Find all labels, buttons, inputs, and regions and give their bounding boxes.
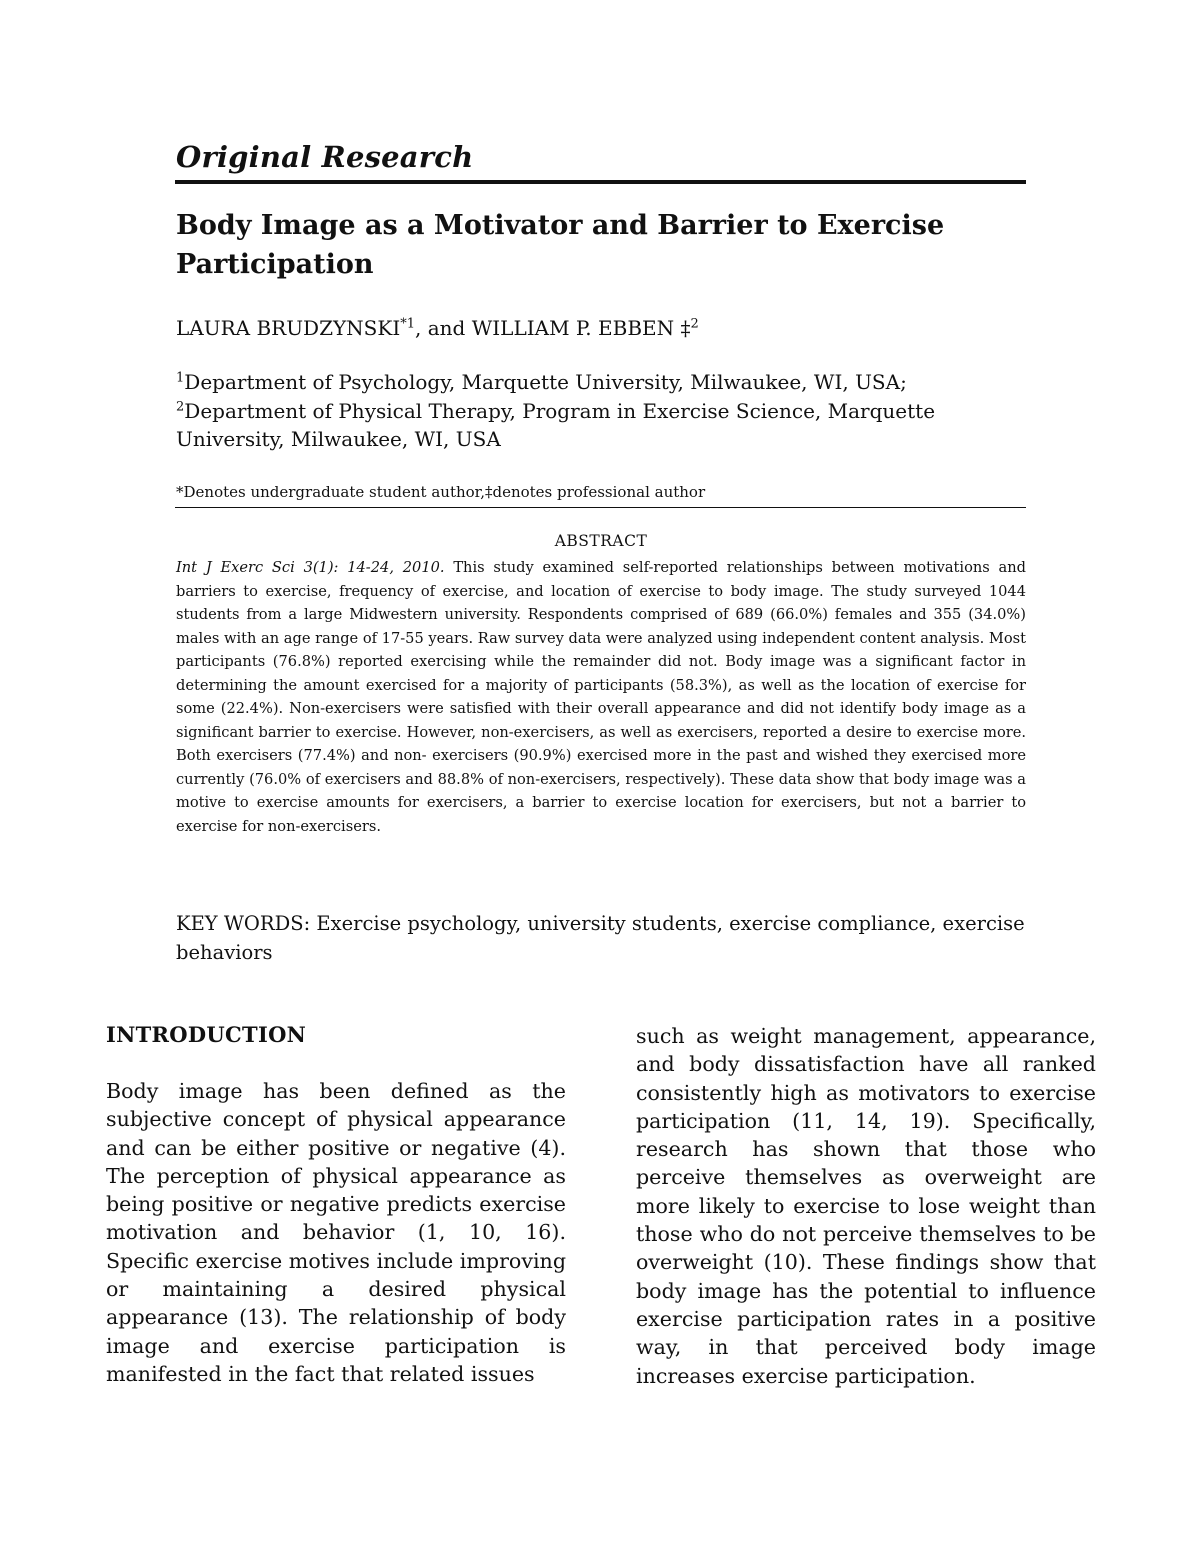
affiliation-1 — [176, 368, 1026, 397]
keywords: KEY WORDS: Exercise psychology, university students, exercise compliance, exercise behaviors — [176, 912, 1025, 964]
author-2-marks: 2 — [690, 316, 699, 332]
affiliation-1-text: Department of Psychology, Marquette University, Milwaukee, WI, USA; — [184, 370, 907, 394]
introduction-heading: INTRODUCTION — [106, 1022, 307, 1047]
author-1-marks: *1 — [400, 316, 416, 332]
author-line — [176, 314, 1026, 342]
author-2-symbol: ‡ — [680, 316, 691, 340]
author-2-name: WILLIAM P. EBBEN — [471, 316, 681, 340]
abstract-citation: Int J Exerc Sci 3(1): 14-24, 2010. — [176, 559, 445, 576]
affiliation-2 — [176, 397, 1026, 454]
affiliations — [176, 368, 1026, 454]
section-label: Original Research — [176, 140, 474, 174]
affiliation-2-text: Department of Physical Therapy, Program in Exercise Science, Marquette University, Milwaukee, WI, USA — [176, 398, 936, 451]
affiliation-2-marker: 2 — [176, 398, 185, 414]
intro-paragraph-right: such as weight management, appearance, and body dissatisfaction have all ranked consistently high as motivators to exercise participation (11, 14, 19). Specifically, research has shown that those who perceive themselves as overweight are more likely to exercise to lose weight than those who do not perceive themselves to be overweight (10). These findings show that body image has the potential to influence exercise participation rates in a positive way, in that perceived body image increases exercise participation. — [636, 1024, 1096, 1388]
intro-column-left — [106, 1021, 566, 1388]
intro-column-right — [636, 1022, 1096, 1390]
author-separator: , and — [415, 316, 472, 340]
author-footnote: *Denotes undergraduate student author,‡denotes professional author — [176, 483, 706, 501]
footnote-rule — [175, 507, 1026, 508]
abstract-body — [176, 556, 1026, 838]
header-rule — [175, 180, 1026, 184]
article-title: Body Image as a Motivator and Barrier to Exercise Participation — [176, 210, 945, 280]
intro-paragraph-left: Body image has been defined as the subjective concept of physical appearance and can be either positive or negative (4). The perception of physical appearance as being positive or negative predicts exercise motivation and behavior (1, 10, 16). Specific exercise motives include improving or maintaining a desired physical appearance (13). The relationship of body image and exercise participation is manifested in the fact that related issues — [106, 1079, 566, 1386]
author-1-name: LAURA BRUDZYNSKI — [176, 316, 401, 340]
affiliation-1-marker: 1 — [176, 370, 185, 386]
abstract-text: This study examined self-reported relationships between motivations and barriers to exercise, frequency of exercise, and location of exercise to body image. The study surveyed 1044 students from a large Midwestern university. Respondents comprised of 689 (66.0%) females and 355 (34.0%) males with an age range of 17-55 years. Raw survey data were analyzed using independent content analysis. Most participants (76.8%) reported exercising while the remainder did not. Body image was a significant factor in determining the amount exercised for a majority of participants (58.3%), as well as the location of exercise for some (22.4%). Non-exercisers were satisfied with their overall appearance and did not identify body image as a significant barrier to exercise. However, non-exercisers, as well as exercisers, reported a desire to exercise more. Both exercisers (77.4%) and non- exercisers (90.9%) exercised more in the past and wished they exercised more currently (76.0% of exercisers and 88.8% of non-exercisers, respectively). These data show that body image was a motive to exercise amounts for exercisers, a barrier to exercise location for exercisers, but not a barrier to exercise for non-exercisers. — [176, 559, 1026, 835]
abstract-heading: ABSTRACT — [554, 532, 648, 550]
